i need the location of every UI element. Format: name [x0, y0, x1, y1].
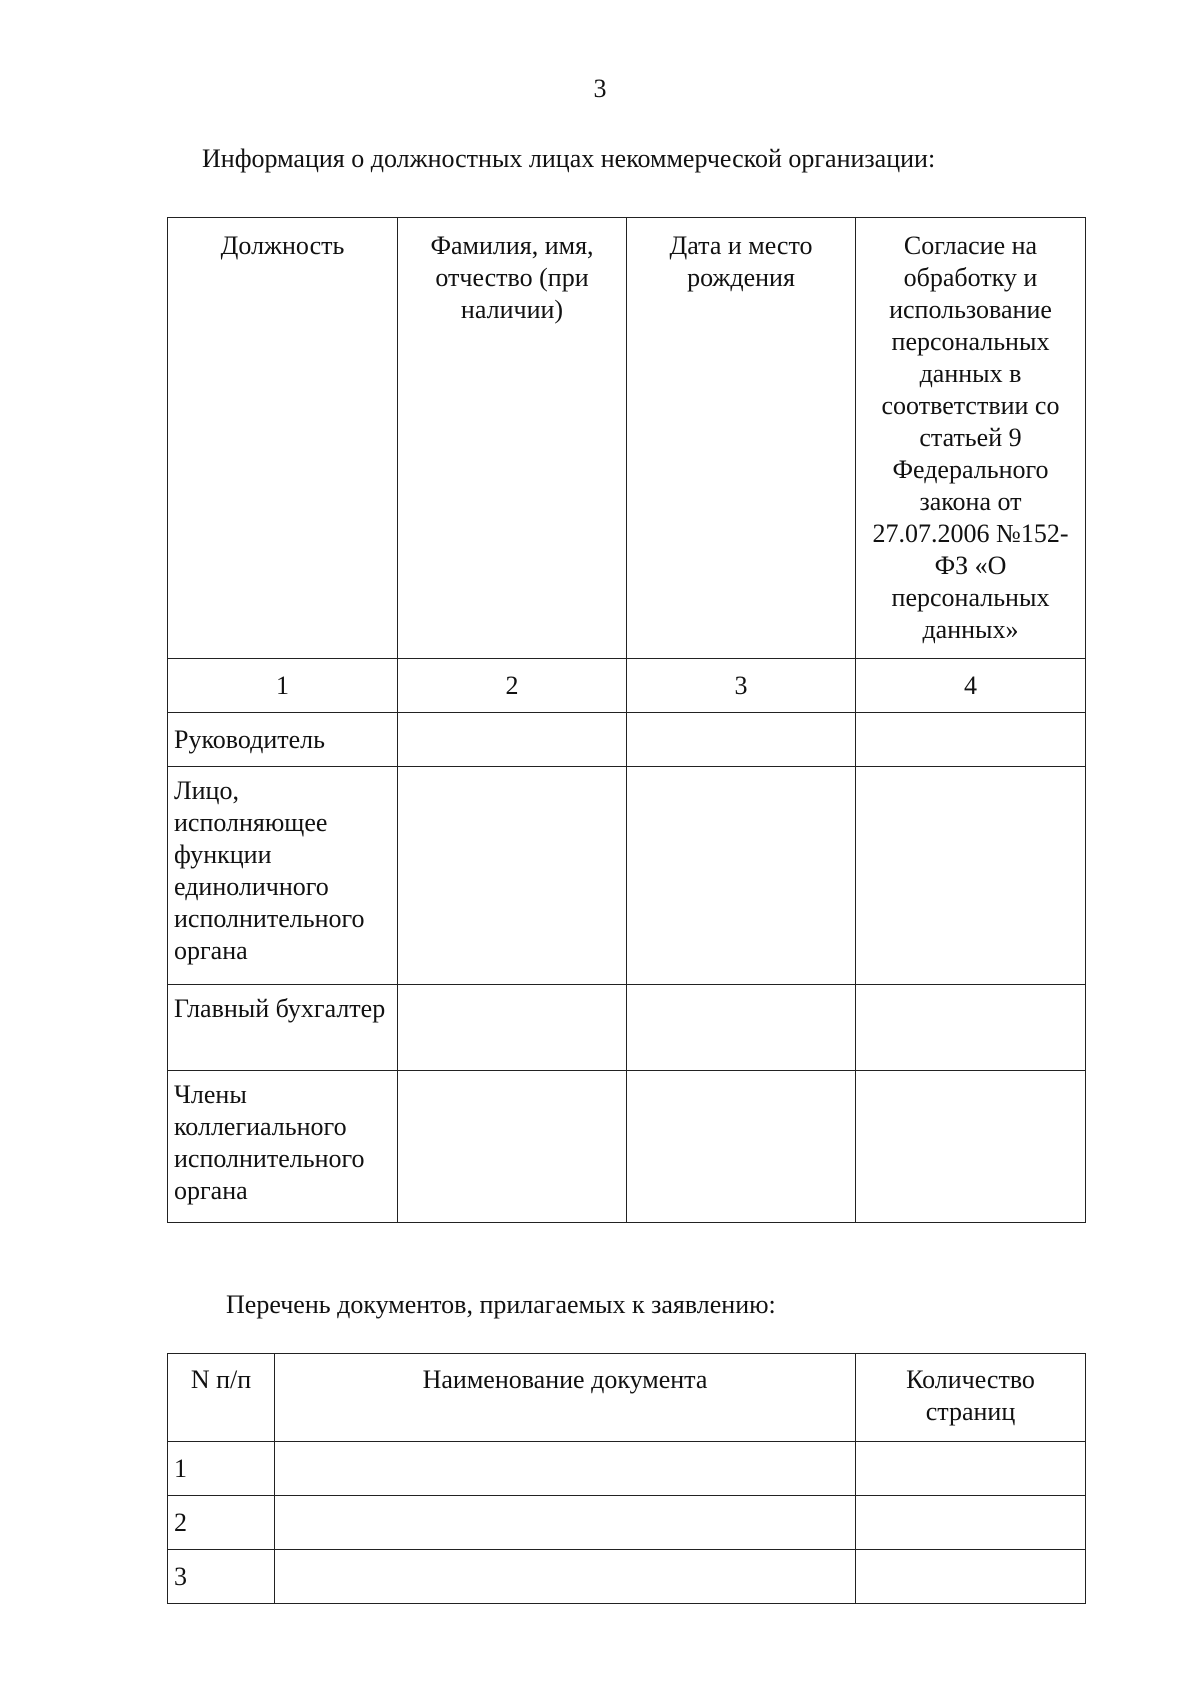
document-number-cell: 1 [168, 1442, 275, 1496]
full-name-cell[interactable] [398, 767, 627, 985]
page-count-cell[interactable] [856, 1496, 1086, 1550]
birth-cell[interactable] [627, 1071, 856, 1223]
column-number: 3 [627, 659, 856, 713]
document-number-cell: 2 [168, 1496, 275, 1550]
birth-cell[interactable] [627, 985, 856, 1071]
table-row [168, 1550, 1086, 1604]
full-name-cell[interactable] [398, 713, 627, 767]
table-header-row [168, 218, 1086, 659]
consent-cell[interactable] [856, 713, 1086, 767]
page-count-cell[interactable] [856, 1550, 1086, 1604]
page-count-cell[interactable] [856, 1442, 1086, 1496]
column-header-position: Должность [168, 218, 398, 659]
officials-section-title: Информация о должностных лицах некоммерческой организации: [202, 144, 936, 173]
table-row [168, 1496, 1086, 1550]
table-row [168, 1071, 1086, 1223]
column-number: 2 [398, 659, 627, 713]
full-name-cell[interactable] [398, 1071, 627, 1223]
column-header-birth: Дата и место рождения [627, 218, 856, 659]
documents-table [167, 1353, 1086, 1604]
role-cell: Члены коллегиального исполнительного органа [168, 1071, 398, 1223]
column-number: 4 [856, 659, 1086, 713]
column-number: 1 [168, 659, 398, 713]
document-name-cell[interactable] [275, 1442, 856, 1496]
table-row [168, 985, 1086, 1071]
officials-table [167, 217, 1086, 1223]
role-cell: Лицо, исполняющее функции единоличного исполнительного органа [168, 767, 398, 985]
column-number-row [168, 659, 1086, 713]
consent-cell[interactable] [856, 1071, 1086, 1223]
documents-section-title: Перечень документов, прилагаемых к заявлению: [226, 1290, 776, 1319]
document-name-cell[interactable] [275, 1496, 856, 1550]
document-number-cell: 3 [168, 1550, 275, 1604]
document-name-cell[interactable] [275, 1550, 856, 1604]
column-header-full-name: Фамилия, имя, отчество (при наличии) [398, 218, 627, 659]
role-cell: Руководитель [168, 713, 398, 767]
column-header-document-name: Наименование документа [275, 1354, 856, 1442]
table-row [168, 767, 1086, 985]
table-row [168, 713, 1086, 767]
column-header-number: N п/п [168, 1354, 275, 1442]
column-header-consent: Согласие на обработку и использование персональных данных в соответствии со статьей 9 Федерального закона от 27.07.2006 №152-ФЗ «О персональных данных» [856, 218, 1086, 659]
column-header-page-count: Количество страниц [856, 1354, 1086, 1442]
birth-cell[interactable] [627, 767, 856, 985]
table-row [168, 1442, 1086, 1496]
table-header-row [168, 1354, 1086, 1442]
consent-cell[interactable] [856, 985, 1086, 1071]
birth-cell[interactable] [627, 713, 856, 767]
role-cell: Главный бухгалтер [168, 985, 398, 1071]
page-number: 3 [593, 74, 607, 103]
full-name-cell[interactable] [398, 985, 627, 1071]
consent-cell[interactable] [856, 767, 1086, 985]
